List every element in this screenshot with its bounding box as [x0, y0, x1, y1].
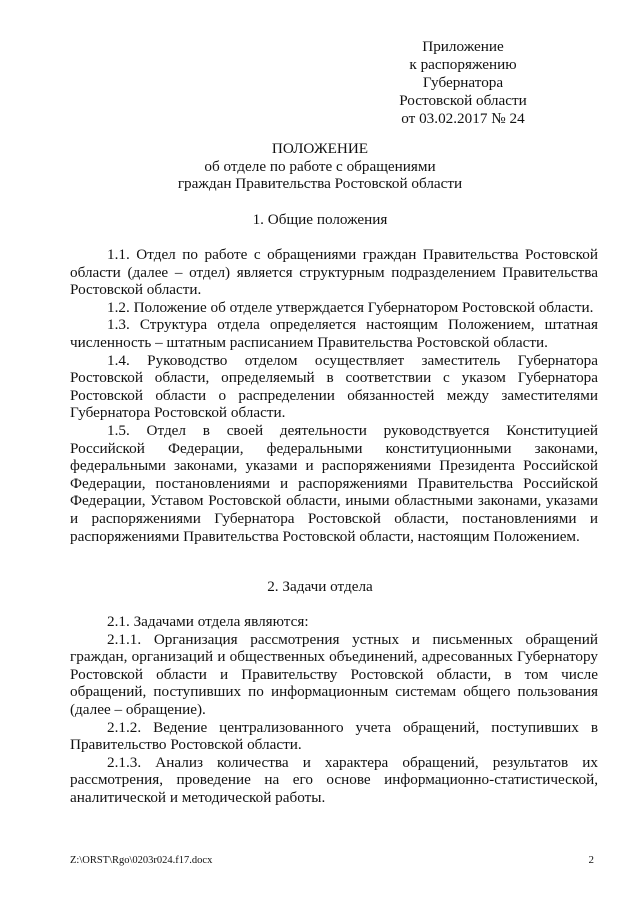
appendix-line: Губернатора: [422, 74, 504, 91]
title-subtitle: граждан Правительства Ростовской области: [177, 175, 463, 192]
paragraph: 1.2. Положение об отделе утверждается Губернатором Ростовской области.: [107, 298, 594, 316]
footer-file-path: Z:\ORST\Rgo\0203r024.f17.docx: [70, 855, 213, 866]
appendix-line: к распоряжению: [409, 56, 517, 73]
paragraph: 1.1. Отдел по работе с обращениями граждан Правительства Ростовской области (далее – отдел) является структурным подразделением Правительства Ростовской области.: [70, 246, 598, 299]
section-heading-tasks: 2. Задачи отдела: [267, 578, 373, 595]
appendix-header: [363, 38, 563, 128]
paragraph: 1.4. Руководство отделом осуществляет заместитель Губернатора Ростовской области, определяемый в соответствии с указом Губернатора Ростовской области о распределении обязанностей между заместителями Губернатора Ростовской области.: [70, 351, 598, 422]
section-general-body: [70, 246, 598, 545]
section-tasks-body: [70, 613, 598, 807]
paragraph: 1.3. Структура отдела определяется настоящим Положением, штатная численность – штатным расписанием Правительства Ростовской области.: [70, 316, 598, 351]
title-main: ПОЛОЖЕНИЕ: [271, 140, 369, 157]
paragraph: 2.1.1. Организация рассмотрения устных и письменных обращений граждан, организаций и общественных объединений, адресованных Губернатору Ростовской области и Правительству Ростовской области, в том числе обращений, поступивших по информационным системам общего пользования (далее – обращение).: [70, 630, 598, 718]
paragraph: 2.1.3. Анализ количества и характера обращений, результатов их рассмотрения, проведение на его основе информационно-статистической, аналитической и методической работы.: [70, 753, 598, 806]
title-subtitle: об отделе по работе с обращениями: [204, 157, 436, 175]
section-heading-general: 1. Общие положения: [252, 211, 388, 228]
paragraph: 1.5. Отдел в своей деятельности руководствуется Конституцией Российской Федерации, федеральными конституционными законами, федеральными законами, указами и распоряжениями Президента Российской Федерации, постановлениями и распоряжениями Правительства Российской Федерации, Уставом Ростовской области, иными областными законами, указами и распоряжениями Губернатора Ростовской области, постановлениями и распоряжениями Правительства Ростовской области, настоящим Положением.: [70, 421, 598, 545]
footer-page-number: 2: [588, 854, 594, 866]
appendix-line: Приложение: [422, 38, 504, 55]
appendix-line: Ростовской области: [399, 92, 527, 109]
paragraph: 2.1.2. Ведение централизованного учета обращений, поступивших в Правительство Ростовской области.: [70, 718, 598, 754]
paragraph: 2.1. Задачами отдела являются:: [107, 613, 309, 630]
document-title: [0, 140, 640, 193]
appendix-date-number: от 03.02.2017 № 24: [401, 110, 525, 127]
